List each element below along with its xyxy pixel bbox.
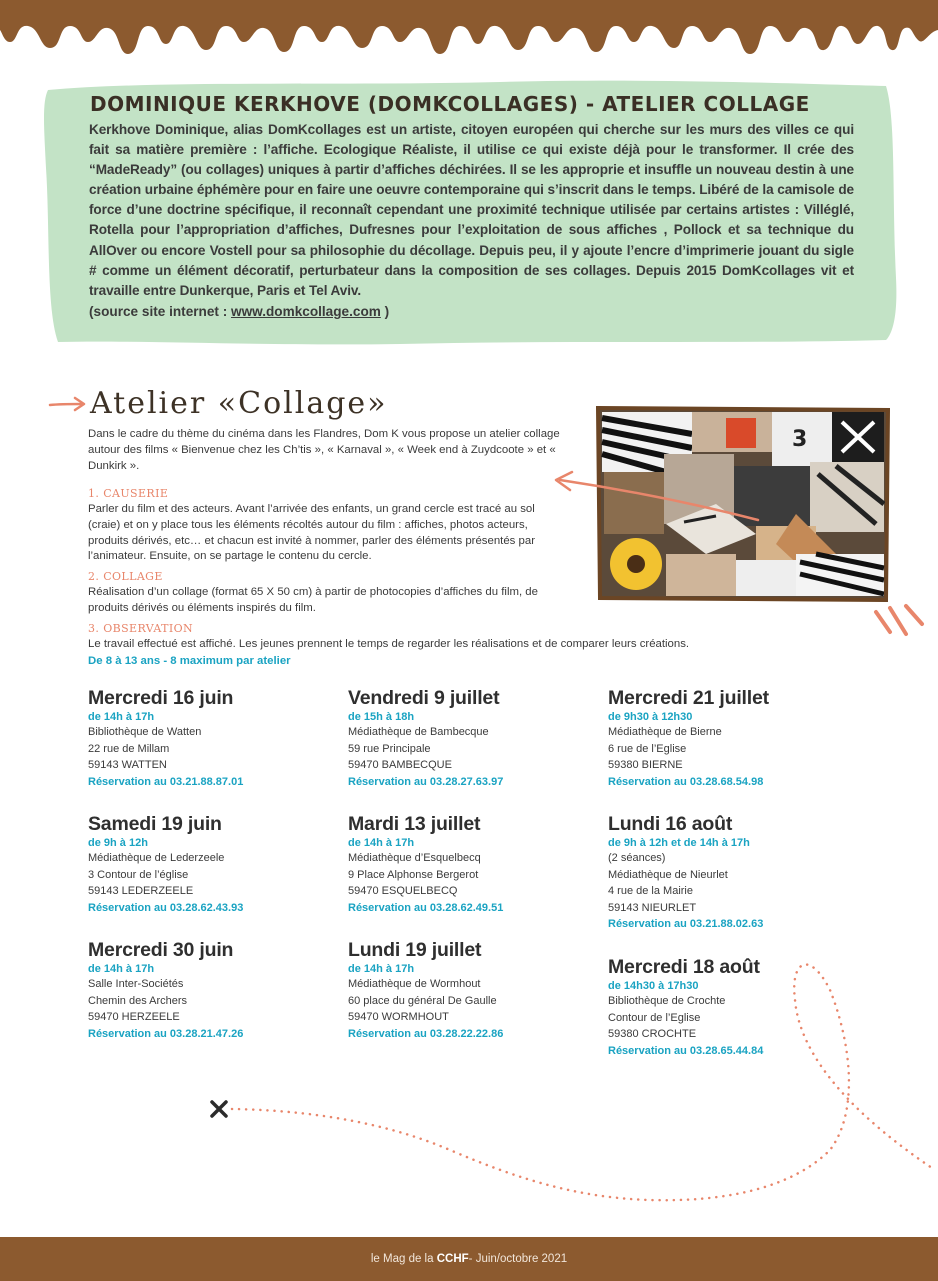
event-time: de 9h à 12h bbox=[88, 837, 148, 849]
event-address-line: 60 place du général De Gaulle bbox=[348, 994, 497, 1007]
event-date: Lundi 16 août bbox=[608, 813, 733, 835]
section-observation-title: 3. OBSERVATION bbox=[88, 622, 194, 635]
event-date: Mercredi 21 juillet bbox=[608, 687, 769, 709]
section-collage-text: Réalisation d’un collage (format 65 X 50 cm) à partir de photocopies d’affiches du film, de produits dérivés ou éléments inspirés du film. bbox=[88, 586, 538, 614]
event-reservation: Réservation au 03.28.62.43.93 bbox=[88, 901, 244, 914]
atelier-intro: Dans le cadre du thème du cinéma dans les Flandres, Dom K vous propose un atelier collage autour des films « Bienvenue chez les Ch’tis », « Karnaval », « Week end à Zuydcoote » et « Dunkirk ». bbox=[88, 428, 560, 472]
event-address-line: 59143 NIEURLET bbox=[608, 901, 697, 914]
event-address-line: Médiathèque de Bierne bbox=[608, 726, 722, 738]
event-date: Mardi 13 juillet bbox=[348, 813, 481, 835]
event-date: Samedi 19 juin bbox=[88, 813, 222, 835]
event-time: de 14h à 17h bbox=[88, 963, 155, 975]
section-causerie-text: Parler du film et des acteurs. Avant l’arrivée des enfants, un grand cercle est tracé au sol (craie) et on y place tous les éléments récoltés autour du film : affiches, photos acteurs, produits dérivés, etc… et chacun est invité à nommer, parler des éléments présentés par l’animateur. Ensuite, on se partage le contenu du cercle. bbox=[88, 503, 535, 563]
event-date: Mercredi 18 août bbox=[608, 956, 760, 978]
event-address-line: 6 rue de l’Eglise bbox=[608, 742, 687, 755]
event-time: de 15h à 18h bbox=[348, 711, 415, 723]
event-address-line: 4 rue de la Mairie bbox=[608, 885, 693, 897]
event-block bbox=[608, 812, 848, 932]
svg-text:3: 3 bbox=[792, 427, 808, 452]
event-date: Mercredi 30 juin bbox=[88, 939, 234, 961]
event-address-line: 59 rue Principale bbox=[348, 742, 431, 755]
event-address-line: 59470 ESQUELBECQ bbox=[348, 885, 458, 897]
source-suffix: ) bbox=[380, 304, 390, 319]
event-block bbox=[88, 812, 328, 916]
event-block bbox=[348, 938, 588, 1042]
event-address-line: 59470 WORMHOUT bbox=[348, 1011, 449, 1023]
event-block bbox=[348, 686, 588, 790]
event-reservation: Réservation au 03.28.65.44.84 bbox=[608, 1044, 764, 1057]
footer-brand: CCHF bbox=[436, 1253, 469, 1265]
event-address-line: 59380 CROCHTE bbox=[608, 1028, 697, 1040]
event-time: de 9h à 12h et de 14h à 17h bbox=[608, 837, 750, 849]
event-time: de 14h30 à 17h30 bbox=[608, 980, 699, 992]
event-address-line: 9 Place Alphonse Bergerot bbox=[348, 868, 479, 881]
event-address-line: Médiathèque de Bambecque bbox=[348, 726, 489, 738]
event-address-line: Salle Inter-Sociétés bbox=[88, 978, 184, 990]
event-address-line: Bibliothèque de Crochte bbox=[608, 995, 726, 1007]
atelier-title: Atelier «Collage» bbox=[90, 386, 388, 421]
event-reservation: Réservation au 03.28.62.49.51 bbox=[348, 901, 504, 914]
section-causerie-title: 1. CAUSERIE bbox=[88, 487, 169, 500]
event-time: de 9h30 à 12h30 bbox=[608, 711, 693, 723]
section-observation-text: Le travail effectué est affiché. Les jeunes prennent le temps de regarder les réalisations et de comparer leurs créations. bbox=[88, 638, 690, 650]
event-time: de 14h à 17h bbox=[348, 963, 415, 975]
footer-suffix: - Juin/octobre 2021 bbox=[468, 1253, 568, 1265]
x-mark-icon bbox=[212, 1102, 226, 1116]
event-block bbox=[348, 812, 588, 916]
footer-bar bbox=[0, 1237, 938, 1281]
event-address-line: 59470 HERZEELE bbox=[88, 1011, 180, 1023]
event-reservation: Réservation au 03.28.22.22.86 bbox=[348, 1027, 504, 1040]
event-address-line: Médiathèque de Lederzeele bbox=[88, 852, 225, 864]
event-address-line: Médiathèque de Wormhout bbox=[348, 978, 481, 990]
event-reservation: Réservation au 03.21.88.87.01 bbox=[88, 775, 244, 788]
section-collage-title: 2. COLLAGE bbox=[88, 570, 163, 583]
event-block bbox=[88, 938, 328, 1042]
event-address-line: 3 Contour de l’église bbox=[88, 868, 189, 881]
event-address-line: Contour de l’Eglise bbox=[608, 1011, 701, 1024]
collage-artwork-image bbox=[596, 404, 890, 602]
event-address-line: (2 séances) bbox=[608, 852, 666, 864]
footer-prefix: le Mag de la bbox=[370, 1253, 434, 1265]
event-address-line: 59143 LEDERZEELE bbox=[88, 885, 194, 897]
event-block bbox=[608, 686, 848, 790]
event-block bbox=[608, 955, 848, 1059]
event-address-line: 59143 WATTEN bbox=[88, 759, 167, 771]
event-time: de 14h à 17h bbox=[348, 837, 415, 849]
top-drip-band bbox=[0, 0, 938, 62]
event-block bbox=[88, 686, 328, 790]
event-date: Lundi 19 juillet bbox=[348, 939, 482, 961]
event-reservation: Réservation au 03.28.68.54.98 bbox=[608, 775, 764, 788]
event-address-line: 22 rue de Millam bbox=[88, 742, 170, 755]
event-address-line: 59470 BAMBECQUE bbox=[348, 759, 452, 771]
event-reservation: Réservation au 03.28.21.47.26 bbox=[88, 1027, 244, 1040]
arrow-right-icon bbox=[48, 396, 88, 412]
event-reservation: Réservation au 03.28.27.63.97 bbox=[348, 775, 504, 788]
artist-bio-card bbox=[40, 78, 900, 346]
bio-text: Kerkhove Dominique, alias DomKcollages est un artiste, citoyen européen qui cherche sur les murs des villes ce qui fait sa matière première : l’affiche. Ecologique Réaliste, il utilise ce qui existe déjà pour le transformer. Il crée des “MadeReady” (ou collages) uniques à partir d’affiches déchirées. Il se les approprie et insuffle un nouveau destin à une création urbaine éphémère pour en faire une oeuvre contemporaine qui s’inscrit dans le temps. Libéré de la camisole de force d’une doctrine spécifique, il reconnaît cependant une proximité technique utilisée par certains artistes : Villéglé, Rotella pour l’appropriation d’affiches, Dufresnes pour l’exploitation de sous affiches , Pollock et sa technique du AllOver ou encore Vostell pour sa philosophie du décollage. Depuis peu, il y ajoute l’encre d’imprimerie jouant du sigle # comme un élément décoratif, perturbateur dans la composition de ses collages. Depuis 2015 DomKcollages vit et travaille entre Dunkerque, Paris et Tel Aviv. bbox=[89, 122, 854, 298]
event-date: Mercredi 16 juin bbox=[88, 687, 234, 709]
event-address-line: Chemin des Archers bbox=[88, 994, 188, 1007]
event-time: de 14h à 17h bbox=[88, 711, 155, 723]
source-link[interactable]: www.domkcollage.com bbox=[231, 304, 381, 319]
bio-title: DOMINIQUE KERKHOVE (DOMKCOLLAGES) - ATELIER COLLAGE bbox=[90, 92, 810, 116]
sparkle-marks bbox=[876, 606, 922, 634]
event-address-line: Médiathèque d’Esquelbecq bbox=[348, 852, 481, 864]
event-date: Vendredi 9 juillet bbox=[348, 687, 500, 709]
event-reservation: Réservation au 03.21.88.02.63 bbox=[608, 918, 764, 930]
source-prefix: (source site internet : bbox=[89, 304, 232, 319]
event-address-line: Bibliothèque de Watten bbox=[88, 726, 202, 738]
age-info: De 8 à 13 ans - 8 maximum par atelier bbox=[88, 655, 291, 667]
bio-source bbox=[89, 304, 389, 319]
event-address-line: Médiathèque de Nieurlet bbox=[608, 868, 728, 881]
event-address-line: 59380 BIERNE bbox=[608, 759, 683, 771]
